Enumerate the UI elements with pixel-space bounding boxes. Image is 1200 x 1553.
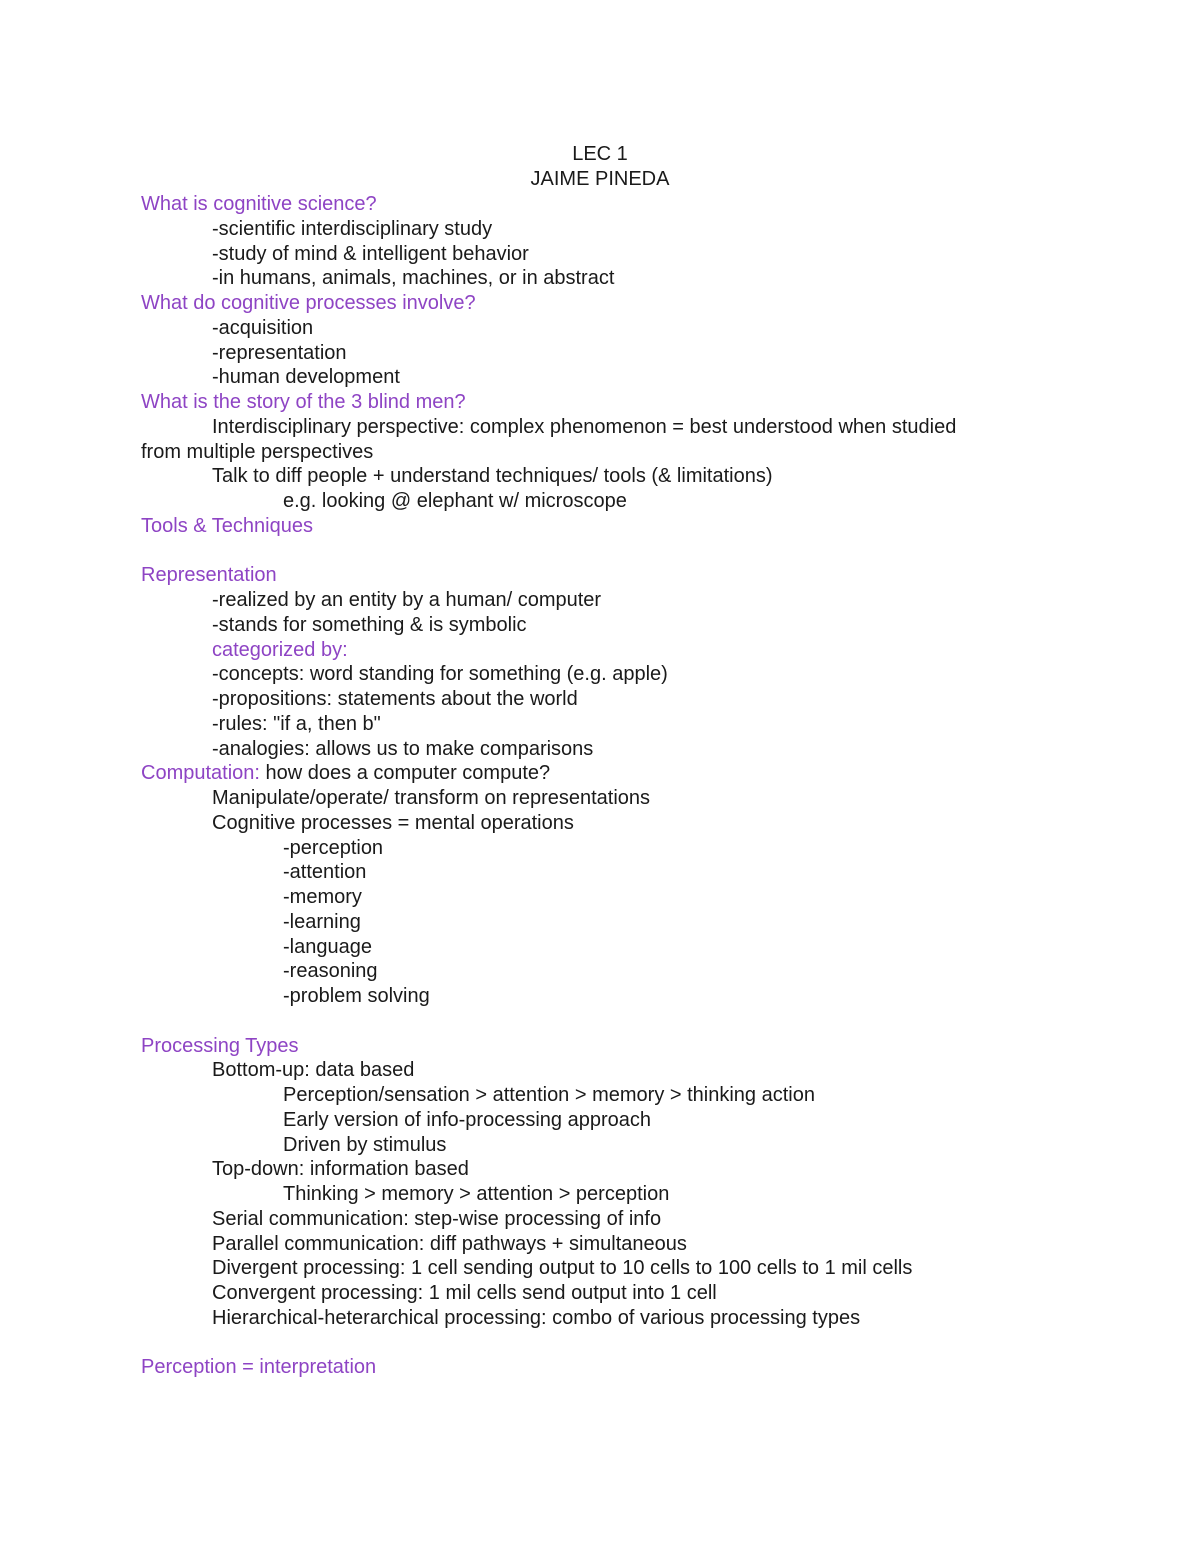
note-line [283, 860, 366, 884]
line-text: -scientific interdisciplinary study [212, 217, 493, 240]
line-text: Convergent processing: 1 mil cells send output into 1 cell [212, 1282, 717, 1304]
note-line [283, 836, 383, 860]
line-text: Hierarchical-heterarchical processing: combo of various processing types [212, 1306, 861, 1329]
line-text: What do cognitive processes involve? [141, 292, 476, 314]
line-text: -in humans, animals, machines, or in abstract [212, 267, 615, 290]
section-heading [141, 192, 377, 216]
lecture-author: JAIME PINEDA [530, 168, 670, 190]
line-text: Computation: [141, 762, 260, 785]
line-text: Processing Types [141, 1034, 299, 1057]
note-line [212, 266, 614, 290]
line-text: -reasoning [283, 960, 378, 983]
line-text: -human development [212, 366, 400, 389]
line-text: from multiple perspectives [141, 440, 374, 463]
note-line [141, 440, 373, 464]
line-text: Serial communication: step-wise processing of info [212, 1207, 662, 1230]
line-text: Bottom-up: data based [212, 1059, 415, 1082]
note-line [212, 1256, 912, 1280]
section-heading [141, 390, 466, 414]
note-line [212, 737, 593, 761]
note-line [283, 1133, 446, 1157]
note-line [212, 662, 668, 686]
line-text: Cognitive processes = mental operations [212, 811, 574, 834]
line-text: Talk to diff people + understand techniques/ tools (& limitations) [212, 465, 773, 488]
line-text: -concepts: word standing for something (e.g. apple) [212, 663, 668, 686]
line-text: -learning [283, 910, 361, 933]
note-line [212, 341, 347, 365]
line-text: -analogies: allows us to make comparisons [212, 737, 594, 760]
note-line [212, 316, 313, 340]
section-heading [141, 563, 277, 587]
line-text: -acquisition [212, 316, 314, 339]
line-text: Early version of info-processing approach [283, 1108, 651, 1131]
note-line [212, 1157, 469, 1181]
line-text: Divergent processing: 1 cell sending output to 10 cells to 100 cells to 1 mil cells [212, 1257, 913, 1280]
note-line [212, 1232, 687, 1256]
line-text: -problem solving [283, 985, 430, 1007]
section-heading [141, 291, 476, 315]
line-text: -realized by an entity by a human/ computer [212, 589, 602, 611]
note-line [212, 464, 773, 488]
line-text: -study of mind & intelligent behavior [212, 242, 529, 265]
note-line [212, 1207, 661, 1231]
note-line [283, 910, 361, 934]
note-line [283, 935, 372, 959]
line-text-rest: how does a computer compute? [259, 762, 551, 785]
note-line [212, 687, 578, 711]
note-line [283, 959, 378, 983]
line-text: Parallel communication: diff pathways + simultaneous [212, 1232, 687, 1255]
line-text: Driven by stimulus [283, 1133, 447, 1156]
line-text: What is cognitive science? [141, 193, 377, 215]
note-line [212, 1281, 717, 1305]
note-line [212, 217, 492, 241]
section-heading [141, 761, 550, 785]
note-line [283, 984, 430, 1008]
line-text: Top-down: information based [212, 1158, 469, 1181]
line-text: e.g. looking @ elephant w/ microscope [283, 490, 627, 512]
lecture-title: LEC 1 [572, 143, 628, 165]
note-line [283, 489, 627, 513]
line-text: What is the story of the 3 blind men? [141, 391, 466, 413]
note-line [283, 1182, 669, 1206]
note-line [212, 613, 527, 637]
line-text: Interdisciplinary perspective: complex phenomenon = best understood when studied [212, 415, 957, 438]
line-text: -stands for something & is symbolic [212, 613, 527, 636]
note-line [212, 415, 956, 439]
line-text: Thinking > memory > attention > perception [283, 1183, 670, 1205]
line-text: -perception [283, 836, 384, 859]
section-heading [141, 1355, 376, 1379]
line-text: Tools & Techniques [141, 514, 313, 537]
note-line [283, 1108, 651, 1132]
note-line [212, 242, 529, 266]
line-text: categorized by: [212, 638, 348, 661]
line-text: -propositions: statements about the world [212, 688, 578, 710]
line-text: -attention [283, 861, 367, 884]
note-line [212, 365, 400, 389]
line-text: Manipulate/operate/ transform on representations [212, 787, 651, 809]
line-text: Representation [141, 564, 277, 587]
section-heading [141, 514, 313, 538]
section-heading [212, 638, 348, 662]
note-line [212, 712, 381, 736]
note-line [212, 588, 601, 612]
line-text: -language [283, 935, 372, 958]
note-line [283, 885, 362, 909]
note-line [212, 811, 574, 835]
line-text: Perception = interpretation [141, 1356, 377, 1379]
note-line [212, 786, 650, 810]
note-line [283, 1083, 815, 1107]
line-text: -representation [212, 341, 347, 364]
note-line [212, 1058, 414, 1082]
note-line [212, 1306, 860, 1330]
line-text: Perception/sensation > attention > memory > thinking action [283, 1084, 815, 1106]
line-text: -rules: "if a, then b" [212, 712, 381, 735]
section-heading [141, 1034, 299, 1058]
line-text: -memory [283, 886, 362, 908]
